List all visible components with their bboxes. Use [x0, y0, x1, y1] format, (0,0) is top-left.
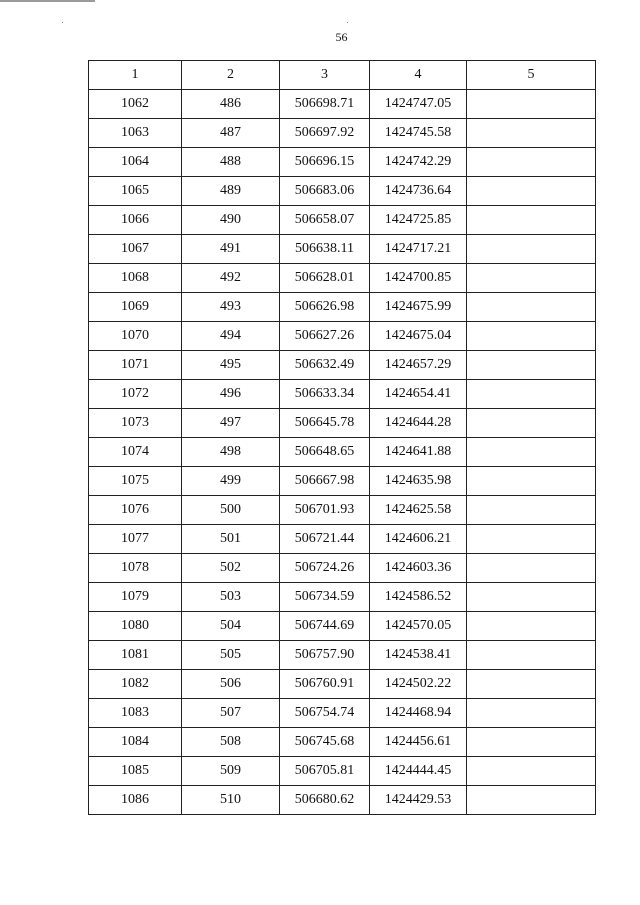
table-cell-col5 — [467, 148, 596, 177]
table-cell-col4: 1424717.21 — [370, 235, 467, 264]
table-cell-col1: 1079 — [89, 583, 182, 612]
table-cell-col1: 1084 — [89, 728, 182, 757]
table-cell-col2: 510 — [182, 786, 280, 815]
table-cell-col5 — [467, 554, 596, 583]
table-cell-col2: 487 — [182, 119, 280, 148]
scan-speck — [62, 22, 63, 23]
table-cell-col4: 1424745.58 — [370, 119, 467, 148]
table-cell-col4: 1424603.36 — [370, 554, 467, 583]
table-cell-col4: 1424625.58 — [370, 496, 467, 525]
table-cell-col3: 506760.91 — [280, 670, 370, 699]
column-header-5: 5 — [467, 61, 596, 90]
table-cell-col2: 508 — [182, 728, 280, 757]
table-cell-col3: 506724.26 — [280, 554, 370, 583]
table-cell-col5 — [467, 235, 596, 264]
table-cell-col3: 506638.11 — [280, 235, 370, 264]
table-cell-col5 — [467, 206, 596, 235]
table-cell-col5 — [467, 380, 596, 409]
table-cell-col5 — [467, 525, 596, 554]
column-header-1: 1 — [89, 61, 182, 90]
table-cell-col4: 1424570.05 — [370, 612, 467, 641]
table-cell-col3: 506648.65 — [280, 438, 370, 467]
table-cell-col4: 1424635.98 — [370, 467, 467, 496]
table-cell-col1: 1081 — [89, 641, 182, 670]
table-cell-col4: 1424644.28 — [370, 409, 467, 438]
table-cell-col4: 1424444.45 — [370, 757, 467, 786]
table-row — [89, 438, 596, 467]
table-cell-col3: 506734.59 — [280, 583, 370, 612]
table-cell-col1: 1071 — [89, 351, 182, 380]
table-cell-col1: 1074 — [89, 438, 182, 467]
table-cell-col3: 506683.06 — [280, 177, 370, 206]
table-body — [89, 90, 596, 815]
table-cell-col3: 506698.71 — [280, 90, 370, 119]
column-header-3: 3 — [280, 61, 370, 90]
table-row — [89, 409, 596, 438]
table-cell-col1: 1073 — [89, 409, 182, 438]
table-cell-col5 — [467, 786, 596, 815]
table-cell-col5 — [467, 409, 596, 438]
table-cell-col3: 506696.15 — [280, 148, 370, 177]
table-cell-col2: 489 — [182, 177, 280, 206]
table-cell-col1: 1085 — [89, 757, 182, 786]
table-cell-col2: 495 — [182, 351, 280, 380]
table-row — [89, 757, 596, 786]
table-cell-col4: 1424654.41 — [370, 380, 467, 409]
table-row — [89, 177, 596, 206]
table-cell-col1: 1062 — [89, 90, 182, 119]
table-cell-col2: 505 — [182, 641, 280, 670]
table-row — [89, 90, 596, 119]
table-cell-col3: 506701.93 — [280, 496, 370, 525]
table-row — [89, 119, 596, 148]
table-cell-col5 — [467, 293, 596, 322]
table-cell-col5 — [467, 467, 596, 496]
table-cell-col5 — [467, 612, 596, 641]
table-cell-col5 — [467, 728, 596, 757]
table-cell-col2: 503 — [182, 583, 280, 612]
table-row — [89, 496, 596, 525]
table-cell-col1: 1086 — [89, 786, 182, 815]
table-cell-col2: 507 — [182, 699, 280, 728]
table-cell-col3: 506754.74 — [280, 699, 370, 728]
table-cell-col1: 1080 — [89, 612, 182, 641]
table-cell-col2: 506 — [182, 670, 280, 699]
table-cell-col1: 1077 — [89, 525, 182, 554]
table-cell-col5 — [467, 670, 596, 699]
table-cell-col3: 506721.44 — [280, 525, 370, 554]
table-cell-col1: 1064 — [89, 148, 182, 177]
table-cell-col5 — [467, 351, 596, 380]
page-number: 56 — [335, 30, 348, 44]
scan-speck — [347, 22, 348, 23]
table-cell-col4: 1424742.29 — [370, 148, 467, 177]
table-cell-col1: 1083 — [89, 699, 182, 728]
table-cell-col4: 1424606.21 — [370, 525, 467, 554]
table-cell-col3: 506744.69 — [280, 612, 370, 641]
table-cell-col1: 1067 — [89, 235, 182, 264]
table-cell-col4: 1424675.04 — [370, 322, 467, 351]
table-cell-col1: 1065 — [89, 177, 182, 206]
table-row — [89, 670, 596, 699]
table-cell-col4: 1424725.85 — [370, 206, 467, 235]
table-cell-col1: 1078 — [89, 554, 182, 583]
table-row — [89, 351, 596, 380]
table-cell-col4: 1424429.53 — [370, 786, 467, 815]
table-row — [89, 699, 596, 728]
table-cell-col5 — [467, 699, 596, 728]
table-row — [89, 641, 596, 670]
table-cell-col2: 492 — [182, 264, 280, 293]
table-cell-col2: 509 — [182, 757, 280, 786]
table-cell-col3: 506705.81 — [280, 757, 370, 786]
table-cell-col5 — [467, 90, 596, 119]
table-row — [89, 554, 596, 583]
table-cell-col4: 1424747.05 — [370, 90, 467, 119]
table-row — [89, 612, 596, 641]
table-cell-col2: 494 — [182, 322, 280, 351]
table-row — [89, 322, 596, 351]
table-cell-col4: 1424675.99 — [370, 293, 467, 322]
column-header-4: 4 — [370, 61, 467, 90]
table-cell-col4: 1424700.85 — [370, 264, 467, 293]
table-row — [89, 380, 596, 409]
table-row — [89, 293, 596, 322]
table-row — [89, 525, 596, 554]
table-cell-col4: 1424657.29 — [370, 351, 467, 380]
table-cell-col5 — [467, 177, 596, 206]
table-cell-col1: 1076 — [89, 496, 182, 525]
table-cell-col5 — [467, 264, 596, 293]
table-row — [89, 235, 596, 264]
table-cell-col4: 1424456.61 — [370, 728, 467, 757]
table-cell-col4: 1424538.41 — [370, 641, 467, 670]
table-cell-col1: 1069 — [89, 293, 182, 322]
table-row — [89, 206, 596, 235]
table-cell-col3: 506658.07 — [280, 206, 370, 235]
column-header-2: 2 — [182, 61, 280, 90]
table-cell-col2: 493 — [182, 293, 280, 322]
table-cell-col1: 1063 — [89, 119, 182, 148]
table-cell-col1: 1075 — [89, 467, 182, 496]
table-cell-col4: 1424641.88 — [370, 438, 467, 467]
table-cell-col4: 1424502.22 — [370, 670, 467, 699]
table-cell-col5 — [467, 583, 596, 612]
table-cell-col2: 498 — [182, 438, 280, 467]
table-cell-col2: 502 — [182, 554, 280, 583]
table-cell-col3: 506627.26 — [280, 322, 370, 351]
coordinates-table — [88, 60, 596, 815]
table-cell-col3: 506632.49 — [280, 351, 370, 380]
table-row — [89, 467, 596, 496]
table-cell-col2: 491 — [182, 235, 280, 264]
table-cell-col2: 490 — [182, 206, 280, 235]
table-header-row — [89, 61, 596, 90]
table-cell-col5 — [467, 322, 596, 351]
table-cell-col2: 497 — [182, 409, 280, 438]
table-cell-col3: 506628.01 — [280, 264, 370, 293]
scan-artifact-line — [0, 0, 95, 2]
table-cell-col2: 501 — [182, 525, 280, 554]
table-cell-col5 — [467, 496, 596, 525]
table-cell-col4: 1424736.64 — [370, 177, 467, 206]
table-cell-col2: 496 — [182, 380, 280, 409]
table-cell-col3: 506757.90 — [280, 641, 370, 670]
table-cell-col3: 506667.98 — [280, 467, 370, 496]
table-row — [89, 786, 596, 815]
table-cell-col2: 486 — [182, 90, 280, 119]
table-cell-col4: 1424586.52 — [370, 583, 467, 612]
table-row — [89, 148, 596, 177]
table-cell-col3: 506626.98 — [280, 293, 370, 322]
table-cell-col5 — [467, 438, 596, 467]
table-row — [89, 728, 596, 757]
table-cell-col3: 506745.68 — [280, 728, 370, 757]
table-cell-col1: 1066 — [89, 206, 182, 235]
table-cell-col2: 499 — [182, 467, 280, 496]
table-cell-col3: 506633.34 — [280, 380, 370, 409]
table-row — [89, 264, 596, 293]
table-cell-col5 — [467, 641, 596, 670]
table-cell-col3: 506680.62 — [280, 786, 370, 815]
table-cell-col4: 1424468.94 — [370, 699, 467, 728]
table-cell-col3: 506645.78 — [280, 409, 370, 438]
table-cell-col1: 1068 — [89, 264, 182, 293]
table-row — [89, 583, 596, 612]
table-cell-col1: 1082 — [89, 670, 182, 699]
table-cell-col5 — [467, 119, 596, 148]
table-cell-col3: 506697.92 — [280, 119, 370, 148]
table-cell-col2: 504 — [182, 612, 280, 641]
table-cell-col2: 488 — [182, 148, 280, 177]
table-cell-col5 — [467, 757, 596, 786]
table-cell-col2: 500 — [182, 496, 280, 525]
table-cell-col1: 1070 — [89, 322, 182, 351]
table-cell-col1: 1072 — [89, 380, 182, 409]
